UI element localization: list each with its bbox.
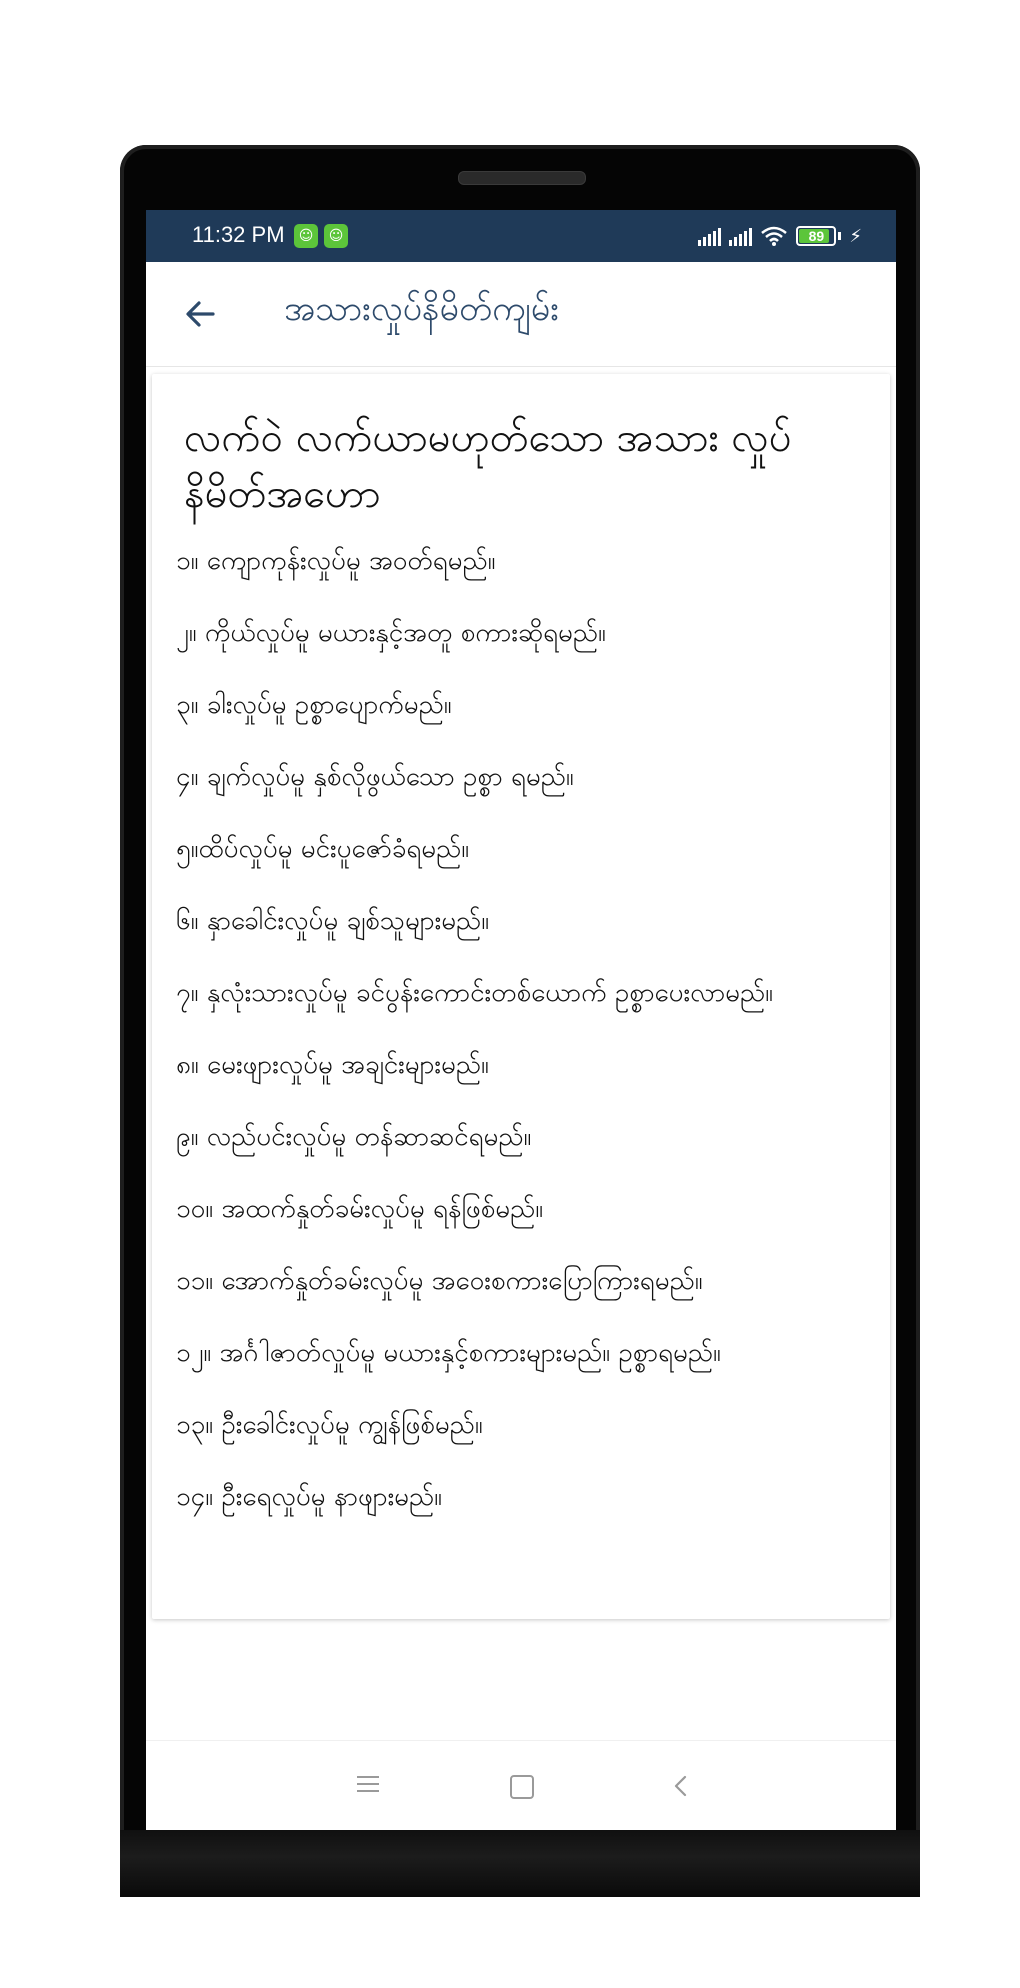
list-item: ၅။ထိပ်လှုပ်မူ မင်းပူဇော်ခံရမည်။ <box>176 834 470 864</box>
signal-icon <box>698 226 721 246</box>
list-item: ၁၁။ အောက်နှုတ်ခမ်းလှုပ်မူ အဝေးစကားပြောကြားရမည်။ <box>176 1266 703 1296</box>
nav-back-button[interactable] <box>666 1771 696 1801</box>
phone-bottom-bezel <box>120 1830 920 1897</box>
status-time: 11:32 PM <box>192 222 285 247</box>
android-notification-icon: ☺ <box>324 224 348 248</box>
menu-icon-line <box>357 1783 379 1785</box>
back-button[interactable] <box>176 290 224 338</box>
arrow-left-icon <box>183 297 217 331</box>
charging-icon: ⚡ <box>849 225 862 247</box>
list-item: ၉။ လည်ပင်းလှုပ်မူ တန်ဆာဆင်ရမည်။ <box>176 1122 532 1152</box>
list-item: ၃။ ခါးလှုပ်မူ ဥစ္စာပျောက်မည်။ <box>176 690 452 720</box>
card-title: လက်ဝဲ လက်ယာမဟုတ်သော အသား လှုပ်နိမိတ်အဟော <box>184 415 792 517</box>
list-item: ၁၂။ အင်္ဂါဇာတ်လှုပ်မူ မယားနှင့်စကားများမည်။ ဥစ္စာရမည်။ <box>176 1338 721 1368</box>
home-square-icon <box>510 1775 534 1799</box>
list-item: ၂။ ကိုယ်လှုပ်မူ မယားနှင့်အတူ စကားဆိုရမည်။ <box>176 618 606 648</box>
battery-tip <box>838 232 841 240</box>
omen-list <box>176 544 876 1552</box>
status-indicators <box>698 222 862 250</box>
nav-home-button[interactable] <box>506 1771 536 1801</box>
list-item: ၁၃။ ဦးခေါင်းလှုပ်မူ ကျွန်ဖြစ်မည်။ <box>176 1410 483 1440</box>
nav-recents-button[interactable] <box>353 1771 383 1801</box>
list-item: ၈။ မေးဖျားလှုပ်မူ အချင်းများမည်။ <box>176 1050 489 1080</box>
chevron-left-icon <box>666 1771 696 1801</box>
phone-speaker <box>458 171 586 185</box>
menu-icon-line <box>357 1776 379 1778</box>
list-item: ၇။ နှလုံးသားလှုပ်မူ ခင်ပွန်းကောင်းတစ်ယောက် ဥစ္စာပေးလာမည်။ <box>176 978 774 1008</box>
system-nav-bar <box>146 1740 896 1830</box>
app-screen <box>146 210 896 1830</box>
list-item: ၁။ ကျောကုန်းလှုပ်မူ အဝတ်ရမည်။ <box>176 546 496 576</box>
wifi-icon <box>760 225 788 247</box>
page-title: အသားလှုပ်နိမိတ်ကျမ်း <box>284 289 559 329</box>
list-item: ၁၄။ ဦးရေလှုပ်မူ နာဖျားမည်။ <box>176 1482 443 1512</box>
list-item: ၆။ နှာခေါင်းလှုပ်မူ ချစ်သူများမည်။ <box>176 906 490 936</box>
signal-icon <box>729 226 752 246</box>
app-bar <box>146 262 896 367</box>
battery-level-text: 89 <box>808 228 825 244</box>
android-notification-icon: ☺ <box>294 224 318 248</box>
list-item: ၁၀။ အထက်နှုတ်ခမ်းလှုပ်မူ ရန်ဖြစ်မည်။ <box>176 1194 544 1224</box>
list-item: ၄။ ချက်လှုပ်မူ နှစ်လိုဖွယ်သော ဥစ္စာ ရမည်။ <box>176 762 574 792</box>
menu-icon-line <box>357 1790 379 1792</box>
battery-icon <box>796 226 836 246</box>
content-card <box>152 374 890 1619</box>
status-bar <box>146 210 896 262</box>
